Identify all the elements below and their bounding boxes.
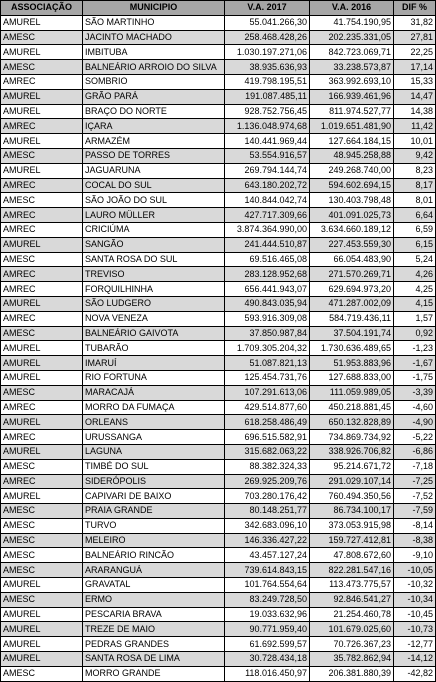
cell-va-2017: 30.728.434,18 — [225, 652, 310, 667]
cell-va-2016: 1.730.636.489,65 — [310, 341, 394, 356]
cell-associacao: AMESC — [1, 459, 83, 474]
cell-va-2016: 271.570.269,71 — [310, 267, 394, 282]
cell-associacao: AMREC — [1, 119, 83, 134]
cell-dif-percent: 14,47 — [394, 89, 436, 104]
cell-associacao: AMESC — [1, 148, 83, 163]
cell-va-2017: 101.764.554,64 — [225, 578, 310, 593]
cell-municipio: TURVO — [83, 518, 225, 533]
cell-municipio: SOMBRIO — [83, 74, 225, 89]
table-row — [1, 385, 436, 400]
cell-dif-percent: 1,57 — [394, 311, 436, 326]
table-row — [1, 222, 436, 237]
table-row — [1, 622, 436, 637]
cell-dif-percent: 8,23 — [394, 163, 436, 178]
header-municipio: MUNICIPIO — [83, 1, 225, 16]
cell-municipio: MORRO GRANDE — [83, 666, 225, 681]
cell-associacao: AMESC — [1, 30, 83, 45]
table-row — [1, 326, 436, 341]
cell-municipio: URUSSANGA — [83, 430, 225, 445]
cell-va-2017: 3.874.364.990,00 — [225, 222, 310, 237]
cell-dif-percent: -5,22 — [394, 430, 436, 445]
cell-va-2017: 1.136.048.974,68 — [225, 119, 310, 134]
table-row — [1, 637, 436, 652]
cell-va-2016: 291.029.107,14 — [310, 474, 394, 489]
cell-municipio: ARMAZÉM — [83, 134, 225, 149]
cell-va-2016: 48.945.258,88 — [310, 148, 394, 163]
cell-va-2017: 269.925.209,76 — [225, 474, 310, 489]
table-row — [1, 30, 436, 45]
cell-associacao: AMESC — [1, 563, 83, 578]
cell-va-2017: 55.041.266,30 — [225, 15, 310, 30]
cell-va-2016: 842.723.069,71 — [310, 45, 394, 60]
cell-municipio: BALNEÁRIO RINCÃO — [83, 548, 225, 563]
cell-dif-percent: -1,75 — [394, 370, 436, 385]
cell-va-2017: 51.087.821,13 — [225, 356, 310, 371]
cell-dif-percent: -8,14 — [394, 518, 436, 533]
table-row — [1, 430, 436, 445]
cell-associacao: AMESC — [1, 193, 83, 208]
cell-dif-percent: -10,45 — [394, 607, 436, 622]
table-row — [1, 282, 436, 297]
cell-dif-percent: -7,18 — [394, 459, 436, 474]
cell-va-2016: 3.634.660.189,12 — [310, 222, 394, 237]
cell-va-2017: 37.850.987,84 — [225, 326, 310, 341]
cell-va-2016: 650.132.828,89 — [310, 415, 394, 430]
cell-va-2016: 47.808.672,60 — [310, 548, 394, 563]
cell-associacao: AMESC — [1, 666, 83, 681]
cell-va-2016: 21.254.460,78 — [310, 607, 394, 622]
cell-va-2017: 315.682.063,22 — [225, 444, 310, 459]
cell-dif-percent: -1,23 — [394, 341, 436, 356]
cell-va-2016: 450.218.881,45 — [310, 400, 394, 415]
cell-va-2016: 70.726.367,23 — [310, 637, 394, 652]
cell-municipio: IMARUÍ — [83, 356, 225, 371]
cell-municipio: FORQUILHINHA — [83, 282, 225, 297]
cell-municipio: GRÃO PARÁ — [83, 89, 225, 104]
cell-associacao: AMUREL — [1, 370, 83, 385]
cell-va-2017: 258.468.428,26 — [225, 30, 310, 45]
cell-associacao: AMUREL — [1, 444, 83, 459]
cell-va-2017: 140.844.042,74 — [225, 193, 310, 208]
table-row — [1, 666, 436, 681]
table-row — [1, 178, 436, 193]
cell-dif-percent: 4,15 — [394, 296, 436, 311]
cell-va-2016: 734.869.734,92 — [310, 430, 394, 445]
cell-municipio: BALNEÁRIO GAIVOTA — [83, 326, 225, 341]
cell-municipio: SANTA ROSA DE LIMA — [83, 652, 225, 667]
header-row — [1, 1, 436, 16]
cell-associacao: AMREC — [1, 267, 83, 282]
table-row — [1, 74, 436, 89]
cell-va-2016: 338.926.706,82 — [310, 444, 394, 459]
cell-dif-percent: 14,38 — [394, 104, 436, 119]
table-row — [1, 119, 436, 134]
cell-dif-percent: -3,39 — [394, 385, 436, 400]
cell-va-2016: 127.664.184,15 — [310, 134, 394, 149]
cell-va-2017: 703.280.176,42 — [225, 489, 310, 504]
cell-municipio: TIMBÉ DO SUL — [83, 459, 225, 474]
cell-municipio: MARACAJÁ — [83, 385, 225, 400]
cell-va-2016: 629.694.973,20 — [310, 282, 394, 297]
table-row — [1, 237, 436, 252]
cell-va-2017: 618.258.486,49 — [225, 415, 310, 430]
cell-dif-percent: 6,15 — [394, 237, 436, 252]
cell-associacao: AMUREL — [1, 341, 83, 356]
table-row — [1, 15, 436, 30]
table-row — [1, 489, 436, 504]
cell-municipio: CRICIÚMA — [83, 222, 225, 237]
table-row — [1, 415, 436, 430]
cell-va-2017: 140.441.969,44 — [225, 134, 310, 149]
cell-associacao: AMESC — [1, 518, 83, 533]
cell-dif-percent: 6,59 — [394, 222, 436, 237]
table-row — [1, 208, 436, 223]
cell-dif-percent: -10,32 — [394, 578, 436, 593]
table-row — [1, 533, 436, 548]
cell-municipio: ERMO — [83, 592, 225, 607]
cell-dif-percent: -9,10 — [394, 548, 436, 563]
cell-va-2016: 101.679.025,60 — [310, 622, 394, 637]
table-row — [1, 134, 436, 149]
cell-associacao: AMESC — [1, 252, 83, 267]
cell-municipio: LAURO MÜLLER — [83, 208, 225, 223]
cell-associacao: AMESC — [1, 548, 83, 563]
cell-municipio: SANGÃO — [83, 237, 225, 252]
header-va-2016: V.A. 2016 — [310, 1, 394, 16]
cell-va-2016: 159.727.412,81 — [310, 533, 394, 548]
cell-associacao: AMREC — [1, 474, 83, 489]
cell-associacao: AMUREL — [1, 104, 83, 119]
cell-va-2017: 19.033.632,96 — [225, 607, 310, 622]
cell-associacao: AMUREL — [1, 163, 83, 178]
cell-dif-percent: 4,25 — [394, 282, 436, 297]
cell-associacao: AMUREL — [1, 356, 83, 371]
cell-dif-percent: 6,64 — [394, 208, 436, 223]
cell-va-2016: 130.403.798,48 — [310, 193, 394, 208]
cell-municipio: TUBARÃO — [83, 341, 225, 356]
cell-municipio: LAGUNA — [83, 444, 225, 459]
cell-dif-percent: -10,34 — [394, 592, 436, 607]
table-row — [1, 459, 436, 474]
cell-va-2016: 584.719.436,11 — [310, 311, 394, 326]
table-row — [1, 193, 436, 208]
cell-dif-percent: 27,81 — [394, 30, 436, 45]
table-row — [1, 563, 436, 578]
cell-va-2017: 269.794.144,74 — [225, 163, 310, 178]
cell-municipio: SIDERÓPOLIS — [83, 474, 225, 489]
cell-dif-percent: -4,60 — [394, 400, 436, 415]
cell-va-2017: 283.128.952,68 — [225, 267, 310, 282]
cell-municipio: ARARANGUÁ — [83, 563, 225, 578]
cell-associacao: AMUREL — [1, 622, 83, 637]
cell-municipio: SÃO LUDGERO — [83, 296, 225, 311]
cell-municipio: PEDRAS GRANDES — [83, 637, 225, 652]
cell-municipio: SANTA ROSA DO SUL — [83, 252, 225, 267]
cell-va-2017: 90.771.959,40 — [225, 622, 310, 637]
cell-va-2016: 37.504.191,74 — [310, 326, 394, 341]
cell-va-2016: 41.754.190,95 — [310, 15, 394, 30]
cell-va-2016: 92.846.541,27 — [310, 592, 394, 607]
table-row — [1, 474, 436, 489]
cell-dif-percent: -6,86 — [394, 444, 436, 459]
cell-va-2016: 202.235.331,05 — [310, 30, 394, 45]
cell-municipio: JAGUARUNA — [83, 163, 225, 178]
cell-dif-percent: 9,42 — [394, 148, 436, 163]
cell-va-2017: 643.180.202,72 — [225, 178, 310, 193]
cell-va-2017: 739.614.843,15 — [225, 563, 310, 578]
cell-va-2016: 822.281.547,16 — [310, 563, 394, 578]
cell-va-2017: 61.692.599,57 — [225, 637, 310, 652]
cell-associacao: AMREC — [1, 222, 83, 237]
cell-va-2017: 107.291.613,06 — [225, 385, 310, 400]
table-row — [1, 444, 436, 459]
cell-va-2017: 490.843.035,94 — [225, 296, 310, 311]
cell-municipio: GRAVATAL — [83, 578, 225, 593]
cell-va-2017: 118.016.450,97 — [225, 666, 310, 681]
table-row — [1, 356, 436, 371]
table-row — [1, 45, 436, 60]
cell-associacao: AMREC — [1, 311, 83, 326]
cell-associacao: AMESC — [1, 60, 83, 75]
table-row — [1, 518, 436, 533]
cell-va-2017: 1.030.197.271,06 — [225, 45, 310, 60]
cell-va-2016: 373.053.915,98 — [310, 518, 394, 533]
cell-va-2017: 928.752.756,45 — [225, 104, 310, 119]
cell-va-2017: 342.683.096,10 — [225, 518, 310, 533]
header-dif-percent: DIF % — [394, 1, 436, 16]
cell-dif-percent: 17,14 — [394, 60, 436, 75]
cell-associacao: AMUREL — [1, 415, 83, 430]
cell-dif-percent: 15,33 — [394, 74, 436, 89]
table-body — [1, 15, 436, 681]
cell-va-2017: 125.454.731,76 — [225, 370, 310, 385]
cell-va-2017: 69.516.465,08 — [225, 252, 310, 267]
cell-dif-percent: -14,12 — [394, 652, 436, 667]
table-row — [1, 148, 436, 163]
cell-dif-percent: -4,90 — [394, 415, 436, 430]
cell-associacao: AMREC — [1, 282, 83, 297]
cell-dif-percent: -42,82 — [394, 666, 436, 681]
cell-va-2017: 191.087.485,11 — [225, 89, 310, 104]
cell-dif-percent: 10,01 — [394, 134, 436, 149]
cell-va-2016: 1.019.651.481,90 — [310, 119, 394, 134]
cell-associacao: AMUREL — [1, 134, 83, 149]
cell-va-2017: 429.514.877,60 — [225, 400, 310, 415]
cell-va-2016: 113.473.775,57 — [310, 578, 394, 593]
cell-dif-percent: 8,17 — [394, 178, 436, 193]
cell-municipio: BALNEÁRIO ARROIO DO SILVA — [83, 60, 225, 75]
cell-dif-percent: 4,26 — [394, 267, 436, 282]
cell-va-2017: 38.935.636,93 — [225, 60, 310, 75]
cell-associacao: AMUREL — [1, 237, 83, 252]
cell-associacao: AMUREL — [1, 578, 83, 593]
cell-va-2016: 760.494.350,56 — [310, 489, 394, 504]
cell-dif-percent: 0,92 — [394, 326, 436, 341]
table-row — [1, 311, 436, 326]
cell-associacao: AMESC — [1, 326, 83, 341]
cell-dif-percent: -12,77 — [394, 637, 436, 652]
cell-municipio: TREZE DE MAIO — [83, 622, 225, 637]
cell-va-2016: 51.953.883,96 — [310, 356, 394, 371]
cell-municipio: SÃO JOÃO DO SUL — [83, 193, 225, 208]
cell-va-2016: 127.688.833,00 — [310, 370, 394, 385]
cell-va-2016: 206.381.880,39 — [310, 666, 394, 681]
cell-va-2016: 95.214.671,72 — [310, 459, 394, 474]
cell-dif-percent: -8,38 — [394, 533, 436, 548]
cell-va-2016: 86.734.100,17 — [310, 504, 394, 519]
cell-dif-percent: 31,82 — [394, 15, 436, 30]
cell-municipio: ORLEANS — [83, 415, 225, 430]
cell-va-2016: 227.453.559,30 — [310, 237, 394, 252]
cell-va-2017: 83.249.728,50 — [225, 592, 310, 607]
cell-va-2017: 53.554.916,57 — [225, 148, 310, 163]
cell-associacao: AMUREL — [1, 637, 83, 652]
table-row — [1, 652, 436, 667]
cell-va-2016: 811.974.527,77 — [310, 104, 394, 119]
cell-dif-percent: -1,67 — [394, 356, 436, 371]
cell-va-2016: 594.602.694,15 — [310, 178, 394, 193]
cell-va-2017: 43.457.127,24 — [225, 548, 310, 563]
cell-va-2017: 241.444.510,87 — [225, 237, 310, 252]
cell-va-2017: 427.717.309,66 — [225, 208, 310, 223]
cell-dif-percent: 22,25 — [394, 45, 436, 60]
cell-va-2016: 35.782.862,94 — [310, 652, 394, 667]
cell-associacao: AMUREL — [1, 89, 83, 104]
cell-va-2017: 88.382.324,33 — [225, 459, 310, 474]
cell-associacao: AMREC — [1, 430, 83, 445]
table-row — [1, 370, 436, 385]
cell-va-2016: 33.238.573,87 — [310, 60, 394, 75]
cell-va-2017: 593.916.309,08 — [225, 311, 310, 326]
cell-municipio: BRAÇO DO NORTE — [83, 104, 225, 119]
cell-municipio: PESCARIA BRAVA — [83, 607, 225, 622]
cell-associacao: AMESC — [1, 504, 83, 519]
table-row — [1, 60, 436, 75]
cell-dif-percent: -10,05 — [394, 563, 436, 578]
cell-associacao: AMUREL — [1, 607, 83, 622]
cell-municipio: MELEIRO — [83, 533, 225, 548]
cell-municipio: SÃO MARTINHO — [83, 15, 225, 30]
cell-associacao: AMUREL — [1, 489, 83, 504]
cell-va-2016: 249.268.740,00 — [310, 163, 394, 178]
cell-municipio: IMBITUBA — [83, 45, 225, 60]
cell-municipio: CAPIVARI DE BAIXO — [83, 489, 225, 504]
cell-associacao: AMREC — [1, 178, 83, 193]
cell-va-2016: 401.091.025,73 — [310, 208, 394, 223]
cell-dif-percent: -7,59 — [394, 504, 436, 519]
cell-va-2017: 656.441.943,07 — [225, 282, 310, 297]
cell-associacao: AMREC — [1, 74, 83, 89]
cell-dif-percent: 8,01 — [394, 193, 436, 208]
cell-associacao: AMESC — [1, 592, 83, 607]
cell-va-2016: 111.059.989,05 — [310, 385, 394, 400]
cell-va-2017: 1.709.305.204,32 — [225, 341, 310, 356]
cell-va-2016: 471.287.002,09 — [310, 296, 394, 311]
cell-municipio: RIO FORTUNA — [83, 370, 225, 385]
cell-associacao: AMREC — [1, 208, 83, 223]
cell-municipio: PRAIA GRANDE — [83, 504, 225, 519]
cell-municipio: NOVA VENEZA — [83, 311, 225, 326]
cell-va-2017: 80.148.251,77 — [225, 504, 310, 519]
table-row — [1, 89, 436, 104]
cell-associacao: AMUREL — [1, 296, 83, 311]
cell-associacao: AMREC — [1, 400, 83, 415]
table-row — [1, 607, 436, 622]
cell-associacao: AMUREL — [1, 45, 83, 60]
table-row — [1, 267, 436, 282]
table-row — [1, 504, 436, 519]
cell-municipio: JACINTO MACHADO — [83, 30, 225, 45]
cell-municipio: MORRO DA FUMAÇA — [83, 400, 225, 415]
cell-va-2017: 696.515.582,91 — [225, 430, 310, 445]
cell-municipio: IÇARA — [83, 119, 225, 134]
header-va-2017: V.A. 2017 — [225, 1, 310, 16]
cell-va-2017: 419.798.195,51 — [225, 74, 310, 89]
cell-dif-percent: -10,73 — [394, 622, 436, 637]
cell-associacao: AMUREL — [1, 15, 83, 30]
table-row — [1, 163, 436, 178]
cell-va-2016: 363.992.693,10 — [310, 74, 394, 89]
cell-associacao: AMESC — [1, 533, 83, 548]
header-associacao: ASSOCIAÇÃO — [1, 1, 83, 16]
table-row — [1, 104, 436, 119]
cell-municipio: COCAL DO SUL — [83, 178, 225, 193]
table-row — [1, 400, 436, 415]
table-row — [1, 578, 436, 593]
table-row — [1, 548, 436, 563]
cell-dif-percent: -7,25 — [394, 474, 436, 489]
table-row — [1, 341, 436, 356]
cell-va-2016: 66.054.483,90 — [310, 252, 394, 267]
cell-dif-percent: -7,52 — [394, 489, 436, 504]
cell-va-2017: 146.336.427,22 — [225, 533, 310, 548]
cell-dif-percent: 5,24 — [394, 252, 436, 267]
cell-dif-percent: 11,42 — [394, 119, 436, 134]
cell-associacao: AMESC — [1, 385, 83, 400]
table-row — [1, 296, 436, 311]
table-row — [1, 252, 436, 267]
cell-municipio: PASSO DE TORRES — [83, 148, 225, 163]
cell-va-2016: 166.939.461,96 — [310, 89, 394, 104]
cell-associacao: AMUREL — [1, 652, 83, 667]
cell-municipio: TREVISO — [83, 267, 225, 282]
